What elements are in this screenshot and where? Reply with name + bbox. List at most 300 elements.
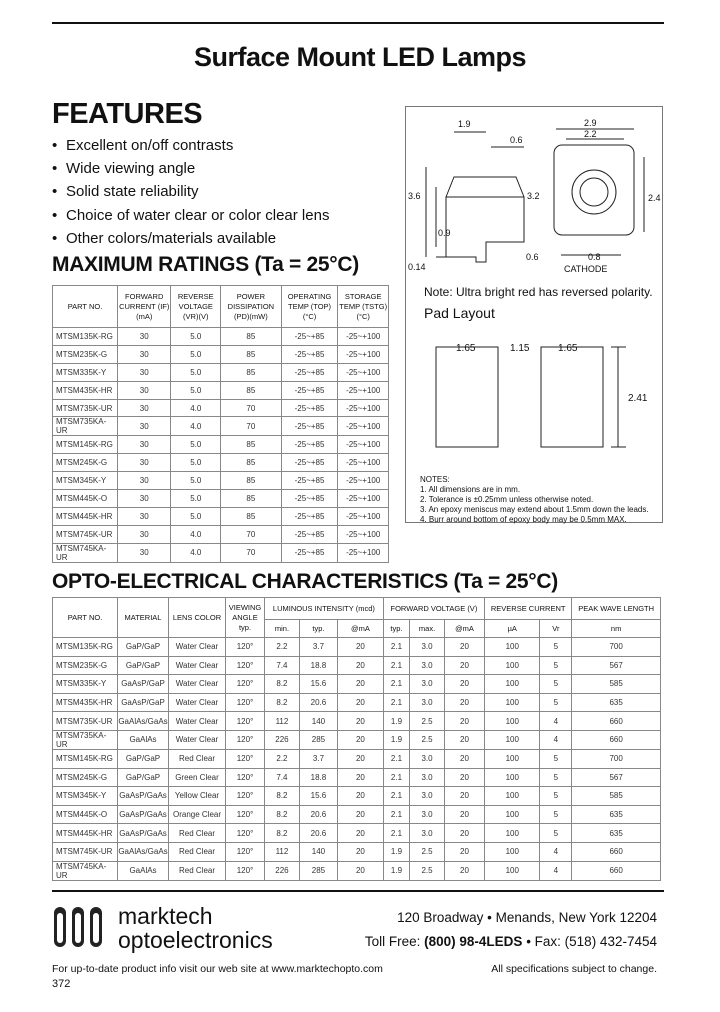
table-row: [53, 656, 661, 675]
table-cell: 5: [540, 675, 572, 694]
table-cell: 660: [572, 861, 661, 880]
table-cell: -25~+85: [281, 454, 338, 472]
table-cell: 30: [118, 508, 171, 526]
pad-dim: 2.41: [628, 393, 648, 404]
table-cell: 1.9: [383, 842, 409, 861]
col-header: REVERSE VOLTAGE (VR)(V): [171, 286, 221, 328]
features-heading: FEATURES: [52, 98, 203, 130]
table-cell: 100: [485, 824, 540, 843]
table-row: [53, 824, 661, 843]
table-cell: GaP/GaP: [118, 638, 169, 657]
table-cell: 5: [540, 656, 572, 675]
table-cell: 3.7: [299, 638, 337, 657]
col-header: REVERSE CURRENT: [485, 598, 572, 620]
table-row: [53, 768, 661, 787]
table-cell: 20: [444, 861, 484, 880]
table-cell: -25~+100: [338, 472, 389, 490]
col-header: MATERIAL: [118, 598, 169, 638]
table-cell: 3.0: [410, 675, 445, 694]
table-cell: Yellow Clear: [169, 787, 226, 806]
part-number-cell: MTSM445K-O: [53, 805, 118, 824]
table-cell: 635: [572, 824, 661, 843]
pad-dim: 1.65: [558, 343, 578, 354]
table-cell: 85: [221, 454, 282, 472]
part-number-cell: MTSM345K-Y: [53, 787, 118, 806]
top-view-body: [554, 145, 634, 235]
side-view-top: [446, 177, 524, 197]
table-cell: 20: [444, 768, 484, 787]
part-number-cell: MTSM445K-HR: [53, 508, 118, 526]
table-cell: 20: [444, 749, 484, 768]
table-cell: 20.6: [299, 693, 337, 712]
table-cell: 3.0: [410, 768, 445, 787]
note-item: 3. An epoxy meniscus may extend about 1.5mm down the leads.: [420, 505, 649, 514]
table-cell: 85: [221, 381, 282, 399]
table-row: [53, 417, 389, 436]
table-cell: 3.0: [410, 749, 445, 768]
page-title: Surface Mount LED Lamps: [193, 42, 527, 72]
table-cell: 30: [118, 472, 171, 490]
table-cell: 585: [572, 787, 661, 806]
col-header: FORWARD CURRENT (IF) (mA): [118, 286, 171, 328]
table-cell: 20: [338, 824, 384, 843]
table-cell: GaAsP/GaP: [118, 693, 169, 712]
table-cell: -25~+85: [281, 363, 338, 381]
table-cell: 20: [338, 712, 384, 731]
table-cell: 3.7: [299, 749, 337, 768]
table-row: [53, 490, 389, 508]
table-cell: -25~+85: [281, 525, 338, 543]
table-cell: 70: [221, 399, 282, 417]
table-cell: 120°: [226, 730, 265, 749]
part-number-cell: MTSM245K-G: [53, 454, 118, 472]
table-cell: -25~+85: [281, 472, 338, 490]
part-number-cell: MTSM735KA-UR: [53, 417, 118, 436]
table-cell: Water Clear: [169, 675, 226, 694]
part-number-cell: MTSM235K-G: [53, 345, 118, 363]
table-cell: -25~+85: [281, 328, 338, 346]
table-cell: 5.0: [171, 328, 221, 346]
table-cell: 20: [338, 693, 384, 712]
table-row: [53, 787, 661, 806]
table-row: [53, 363, 389, 381]
table-cell: 226: [265, 861, 300, 880]
table-cell: 100: [485, 768, 540, 787]
side-view-body: [446, 197, 524, 262]
table-cell: 20: [444, 675, 484, 694]
sub-header: min.: [265, 620, 300, 638]
table-cell: 3.0: [410, 638, 445, 657]
table-cell: GaAlAs/GaAs: [118, 712, 169, 731]
table-cell: -25~+100: [338, 490, 389, 508]
table-cell: GaAsP/GaAs: [118, 824, 169, 843]
table-cell: 20: [338, 749, 384, 768]
table-cell: 4.0: [171, 399, 221, 417]
sub-header: max.: [410, 620, 445, 638]
table-cell: 4: [540, 712, 572, 731]
part-number-cell: MTSM135K-RG: [53, 328, 118, 346]
dim-label: 3.2: [527, 191, 540, 201]
part-number-cell: MTSM245K-G: [53, 768, 118, 787]
table-cell: 2.2: [265, 638, 300, 657]
table-cell: 20: [444, 842, 484, 861]
table-cell: -25~+85: [281, 381, 338, 399]
table-cell: 5.0: [171, 436, 221, 454]
table-cell: -25~+100: [338, 363, 389, 381]
table-cell: 2.1: [383, 768, 409, 787]
table-cell: -25~+100: [338, 508, 389, 526]
table-cell: -25~+85: [281, 417, 338, 436]
col-header: PART NO.: [53, 286, 118, 328]
part-number-cell: MTSM745KA-UR: [53, 861, 118, 880]
table-cell: 3.0: [410, 824, 445, 843]
table-row: [53, 861, 661, 880]
table-cell: 5.0: [171, 363, 221, 381]
dim-label: 0.6: [526, 252, 539, 262]
table-cell: 120°: [226, 805, 265, 824]
table-cell: 7.4: [265, 656, 300, 675]
notes-title: NOTES:: [420, 475, 450, 484]
disclaimer: All specifications subject to change.: [491, 963, 657, 975]
table-cell: 20: [444, 638, 484, 657]
table-cell: 1.9: [383, 730, 409, 749]
table-cell: 100: [485, 787, 540, 806]
brand-subtitle: optoelectronics: [118, 927, 273, 953]
table-cell: 3.0: [410, 787, 445, 806]
table-row: [53, 693, 661, 712]
part-number-cell: MTSM735KA-UR: [53, 730, 118, 749]
table-cell: Red Clear: [169, 749, 226, 768]
table-cell: 3.0: [410, 805, 445, 824]
table-row: [53, 525, 389, 543]
table-cell: 70: [221, 543, 282, 562]
table-cell: 2.1: [383, 787, 409, 806]
table-cell: 2.1: [383, 675, 409, 694]
table-cell: -25~+100: [338, 345, 389, 363]
col-header: LUMINOUS INTENSITY (mcd): [265, 598, 384, 620]
part-number-cell: MTSM745K-UR: [53, 525, 118, 543]
table-row: [53, 328, 389, 346]
table-cell: 120°: [226, 842, 265, 861]
col-header: FORWARD VOLTAGE (V): [383, 598, 484, 620]
table-cell: 8.2: [265, 824, 300, 843]
table-cell: 100: [485, 861, 540, 880]
table-cell: 20.6: [299, 805, 337, 824]
sub-header: µA: [485, 620, 540, 638]
part-number-cell: MTSM745K-UR: [53, 842, 118, 861]
table-cell: -25~+100: [338, 454, 389, 472]
table-cell: 2.5: [410, 861, 445, 880]
table-cell: 660: [572, 712, 661, 731]
table-cell: Orange Clear: [169, 805, 226, 824]
table-cell: 3.0: [410, 693, 445, 712]
table-row: [53, 399, 389, 417]
pad-dim: 1.65: [456, 343, 476, 354]
table-cell: 20: [338, 656, 384, 675]
table-cell: -25~+85: [281, 490, 338, 508]
table-cell: 30: [118, 490, 171, 508]
table-cell: 20: [338, 675, 384, 694]
table-cell: 2.1: [383, 805, 409, 824]
table-cell: 30: [118, 417, 171, 436]
table-cell: 100: [485, 656, 540, 675]
table-cell: 20: [338, 805, 384, 824]
max-ratings-table: [52, 285, 389, 563]
table-cell: -25~+100: [338, 436, 389, 454]
table-cell: -25~+100: [338, 525, 389, 543]
dim-label: 1.9: [458, 119, 471, 129]
table-cell: 85: [221, 345, 282, 363]
sub-header: @mA: [338, 620, 384, 638]
pad-dim: 1.15: [510, 343, 530, 354]
website-note: For up-to-date product info visit our web site at www.marktechopto.com: [52, 963, 383, 975]
list-item: • Solid state reliability: [52, 183, 199, 201]
table-cell: 20.6: [299, 824, 337, 843]
table-cell: 4.0: [171, 525, 221, 543]
table-cell: 85: [221, 508, 282, 526]
marktech-logo: [52, 903, 112, 949]
table-cell: 20: [338, 787, 384, 806]
table-row: [53, 436, 389, 454]
table-row: [53, 749, 661, 768]
contact-line: Toll Free: (800) 98-4LEDS • Fax: (518) 432-7454: [364, 934, 657, 949]
table-cell: 700: [572, 638, 661, 657]
part-number-cell: MTSM135K-RG: [53, 638, 118, 657]
table-cell: 20: [444, 693, 484, 712]
sub-header: typ.: [383, 620, 409, 638]
table-cell: 5.0: [171, 381, 221, 399]
table-cell: 2.1: [383, 824, 409, 843]
table-cell: 30: [118, 543, 171, 562]
pad-layout-title: Pad Layout: [424, 305, 495, 321]
table-cell: GaP/GaP: [118, 768, 169, 787]
table-cell: 120°: [226, 787, 265, 806]
table-cell: 5: [540, 805, 572, 824]
table-cell: 4: [540, 842, 572, 861]
part-number-cell: MTSM735K-UR: [53, 399, 118, 417]
table-cell: 1.9: [383, 861, 409, 880]
table-cell: 2.2: [265, 749, 300, 768]
table-cell: 85: [221, 436, 282, 454]
table-cell: -25~+100: [338, 328, 389, 346]
dim-label: 0.9: [438, 228, 451, 238]
sub-header: nm: [572, 620, 661, 638]
part-number-cell: MTSM735K-UR: [53, 712, 118, 731]
table-cell: 5.0: [171, 472, 221, 490]
table-cell: GaAsP/GaAs: [118, 805, 169, 824]
table-cell: 18.8: [299, 656, 337, 675]
dim-label: 0.14: [408, 262, 426, 272]
package-drawing: [405, 106, 663, 523]
table-cell: 2.1: [383, 749, 409, 768]
part-number-cell: MTSM345K-Y: [53, 472, 118, 490]
table-cell: 120°: [226, 656, 265, 675]
table-cell: Green Clear: [169, 768, 226, 787]
table-row: [53, 675, 661, 694]
table-cell: 20: [444, 656, 484, 675]
col-header: STORAGE TEMP (TSTG) (°C): [338, 286, 389, 328]
table-cell: 100: [485, 842, 540, 861]
table-cell: 4: [540, 861, 572, 880]
note-item: 1. All dimensions are in mm.: [420, 485, 521, 494]
table-cell: 120°: [226, 824, 265, 843]
table-cell: GaAsP/GaAs: [118, 787, 169, 806]
list-item: • Other colors/materials available: [52, 229, 277, 247]
table-row: [53, 805, 661, 824]
sub-header: @mA: [444, 620, 484, 638]
table-row: [53, 842, 661, 861]
table-cell: 15.6: [299, 787, 337, 806]
table-cell: 100: [485, 730, 540, 749]
table-cell: 226: [265, 730, 300, 749]
part-number-cell: MTSM445K-HR: [53, 824, 118, 843]
table-cell: 140: [299, 712, 337, 731]
table-cell: -25~+100: [338, 417, 389, 436]
pad-right: [541, 347, 603, 447]
table-cell: 4: [540, 730, 572, 749]
table-cell: GaAlAs: [118, 861, 169, 880]
table-cell: 4.0: [171, 417, 221, 436]
table-cell: 85: [221, 328, 282, 346]
table-cell: 100: [485, 638, 540, 657]
col-header: LENS COLOR: [169, 598, 226, 638]
part-number-cell: MTSM335K-Y: [53, 363, 118, 381]
col-header: POWER DISSIPATION (PD)(mW): [221, 286, 282, 328]
table-cell: -25~+100: [338, 381, 389, 399]
table-cell: 2.5: [410, 730, 445, 749]
table-cell: GaP/GaP: [118, 656, 169, 675]
table-cell: 285: [299, 861, 337, 880]
table-cell: 285: [299, 730, 337, 749]
table-cell: 20: [338, 861, 384, 880]
table-cell: -25~+85: [281, 345, 338, 363]
note-item: 2. Tolerance is ±0.25mm unless otherwise noted.: [420, 495, 594, 504]
table-cell: 5.0: [171, 345, 221, 363]
table-cell: 112: [265, 842, 300, 861]
table-cell: 5: [540, 787, 572, 806]
table-cell: 5.0: [171, 508, 221, 526]
table-cell: 120°: [226, 693, 265, 712]
table-cell: 20: [338, 730, 384, 749]
table-row: [53, 712, 661, 731]
table-cell: 8.2: [265, 693, 300, 712]
table-cell: 120°: [226, 712, 265, 731]
notes-block: [420, 475, 660, 525]
opto-table: [52, 597, 661, 881]
part-number-cell: MTSM235K-G: [53, 656, 118, 675]
table-cell: 85: [221, 490, 282, 508]
table-cell: 2.1: [383, 693, 409, 712]
polarity-note: Note: Ultra bright red has reversed polarity.: [424, 285, 653, 299]
table-row: [53, 345, 389, 363]
table-cell: 3.0: [410, 656, 445, 675]
table-cell: 5.0: [171, 454, 221, 472]
table-cell: 85: [221, 363, 282, 381]
table-cell: 2.1: [383, 638, 409, 657]
table-cell: 112: [265, 712, 300, 731]
table-cell: 30: [118, 328, 171, 346]
table-cell: 20: [444, 787, 484, 806]
table-cell: 15.6: [299, 675, 337, 694]
dim-label: 0.8: [588, 252, 601, 262]
table-cell: 18.8: [299, 768, 337, 787]
table-cell: 4.0: [171, 543, 221, 562]
part-number-cell: MTSM435K-HR: [53, 693, 118, 712]
table-cell: 635: [572, 805, 661, 824]
table-cell: 2.1: [383, 656, 409, 675]
col-header: PEAK WAVE LENGTH: [572, 598, 661, 620]
part-number-cell: MTSM145K-RG: [53, 749, 118, 768]
table-cell: 8.2: [265, 675, 300, 694]
table-cell: Water Clear: [169, 712, 226, 731]
table-cell: 30: [118, 436, 171, 454]
note-item: 4. Burr around bottom of epoxy body may be 0.5mm MAX.: [420, 515, 627, 524]
dim-label: 0.6: [510, 135, 523, 145]
table-cell: 585: [572, 675, 661, 694]
table-cell: 5.0: [171, 490, 221, 508]
table-row: [53, 508, 389, 526]
table-cell: 120°: [226, 749, 265, 768]
table-cell: 30: [118, 525, 171, 543]
table-cell: -25~+85: [281, 543, 338, 562]
table-cell: 30: [118, 399, 171, 417]
dim-label: 2.2: [584, 129, 597, 139]
opto-heading: OPTO-ELECTRICAL CHARACTERISTICS (Ta = 25°C): [52, 570, 558, 593]
table-cell: Red Clear: [169, 824, 226, 843]
list-item: • Wide viewing angle: [52, 160, 196, 178]
part-number-cell: MTSM435K-HR: [53, 381, 118, 399]
table-cell: 1.9: [383, 712, 409, 731]
table-row: [53, 472, 389, 490]
table-cell: 2.5: [410, 712, 445, 731]
table-cell: 20: [338, 768, 384, 787]
table-cell: 120°: [226, 768, 265, 787]
col-header: OPERATING TEMP (TOP) (°C): [281, 286, 338, 328]
table-cell: 20: [338, 842, 384, 861]
table-cell: 70: [221, 525, 282, 543]
list-item: • Choice of water clear or color clear lens: [52, 206, 330, 224]
table-cell: 2.5: [410, 842, 445, 861]
table-cell: GaAlAs/GaAs: [118, 842, 169, 861]
table-cell: 660: [572, 842, 661, 861]
table-cell: 567: [572, 656, 661, 675]
table-cell: 5: [540, 824, 572, 843]
table-row: [53, 638, 661, 657]
table-cell: 20: [444, 824, 484, 843]
sub-header: Vr: [540, 620, 572, 638]
table-row: [53, 381, 389, 399]
table-row: [53, 454, 389, 472]
brand-name: marktech: [118, 903, 213, 929]
sub-header: typ.: [299, 620, 337, 638]
table-row: [53, 543, 389, 562]
table-cell: 100: [485, 805, 540, 824]
table-cell: 5: [540, 768, 572, 787]
table-cell: Water Clear: [169, 656, 226, 675]
table-cell: 30: [118, 345, 171, 363]
table-cell: 567: [572, 768, 661, 787]
table-cell: 5: [540, 749, 572, 768]
table-cell: 660: [572, 730, 661, 749]
table-cell: -25~+85: [281, 399, 338, 417]
table-cell: 120°: [226, 861, 265, 880]
top-rule: [52, 22, 664, 24]
dim-label: 2.4: [648, 193, 661, 203]
part-number-cell: MTSM445K-O: [53, 490, 118, 508]
table-cell: 100: [485, 675, 540, 694]
table-cell: Water Clear: [169, 693, 226, 712]
table-cell: 100: [485, 693, 540, 712]
